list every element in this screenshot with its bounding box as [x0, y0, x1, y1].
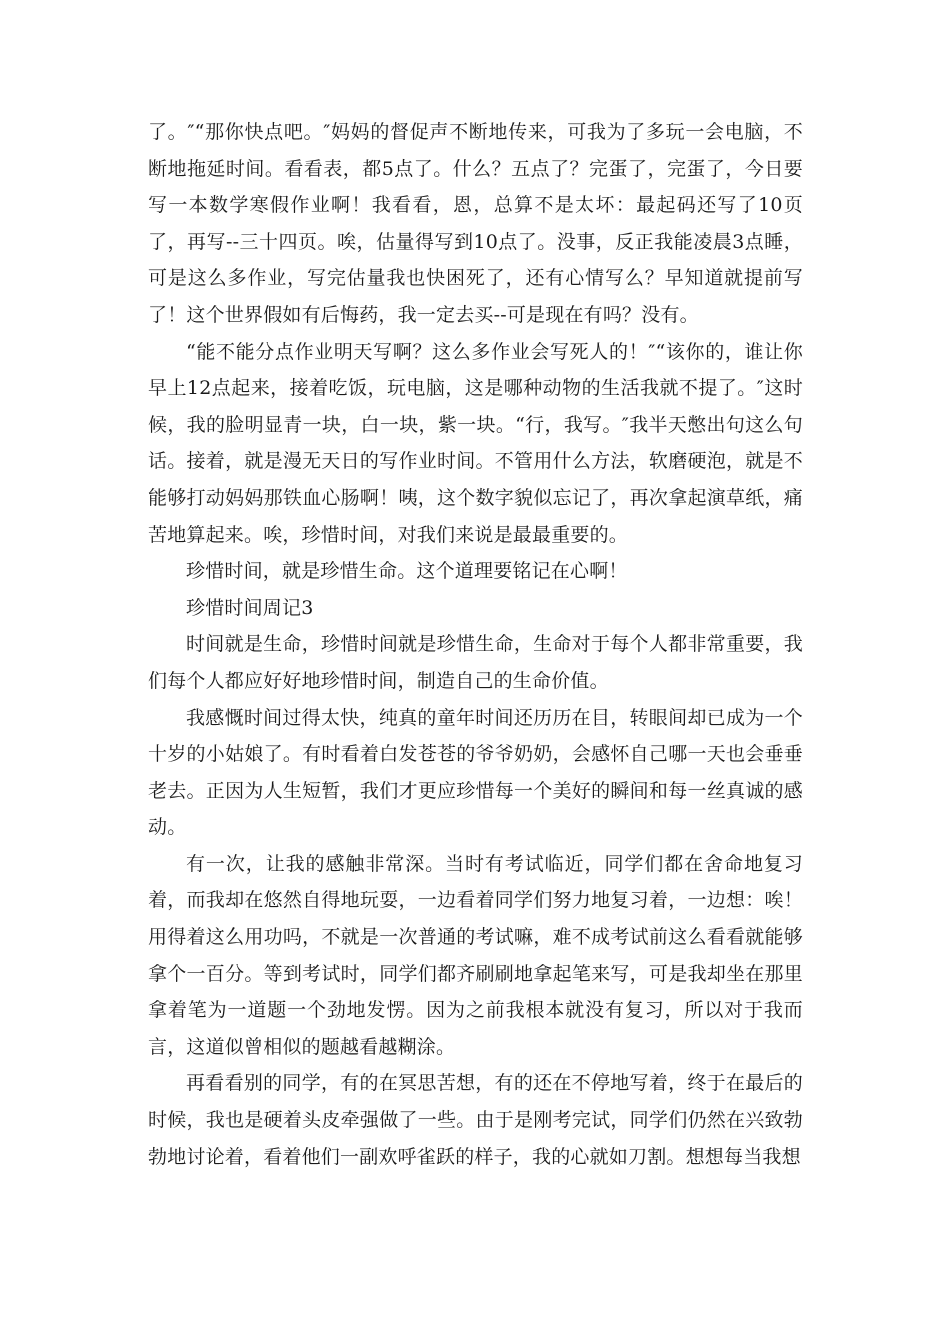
- paragraph-7: 再看看别的同学，有的在冥思苦想，有的还在不停地写着，终于在最后的时候，我也是硬着头皮牵强做了一些。由于是刚考完试，同学们仍然在兴致勃勃地讨论着，看着他们一副欢呼雀跃的样子，我的心就如刀割。想想每当我想: [148, 1072, 803, 1168]
- paragraph-5: 我感慨时间过得太快，纯真的童年时间还历历在目，转眼间却已成为一个十岁的小姑娘了。有时看着白发苍苍的爷爷奶奶，会感怀自己哪一天也会垂垂老去。正因为人生短暂，我们才更应珍惜每一个美好的瞬间和每一丝真诚的感动。: [148, 706, 803, 839]
- paragraph-2: “能不能分点作业明天写啊？这么多作业会写死人的！″“该你的，谁让你早上12点起来，接着吃饭，玩电脑，这是哪种动物的生活我就不提了。″这时候，我的脸明显青一块，白一块，紫一块。“行，我写。″我半天憋出句这么句话。接着，就是漫无天日的写作业时间。不管用什么方法，软磨硬泡，就是不能够打动妈妈那铁血心肠啊！咦，这个数字貌似忘记了，再次拿起演草纸，痛苦地算起来。唉，珍惜时间，对我们来说是最最重要的。: [148, 340, 803, 546]
- section-heading: 珍惜时间周记3: [186, 596, 314, 619]
- paragraph-3: 珍惜时间，就是珍惜生命。这个道理要铭记在心啊！: [186, 560, 628, 583]
- paragraph-4: 时间就是生命，珍惜时间就是珍惜生命，生命对于每个人都非常重要，我们每个人都应好好地珍惜时间，制造自己的生命价值。: [148, 633, 803, 692]
- paragraph-1: 了。″“那你快点吧。″妈妈的督促声不断地传来，可我为了多玩一会电脑，不断地拖延时间。看看表，都5点了。什么？五点了？完蛋了，完蛋了，今日要写一本数学寒假作业啊！我看看，恩，总算不是太坏：最起码还写了10页了，再写--三十四页。唉，估量得写到10点了。没事，反正我能凌晨3点睡，可是这么多作业，写完估量我也快困死了，还有心情写么？早知道就提前写了！这个世界假如有后悔药，我一定去买--可是现在有吗？没有。: [148, 121, 803, 326]
- document-body: [148, 114, 803, 1175]
- paragraph-6: 有一次，让我的感触非常深。当时有考试临近，同学们都在舍命地复习着，而我却在悠然自得地玩耍，一边看着同学们努力地复习着，一边想：唉！用得着这么用功吗，不就是一次普通的考试嘛，难不成考试前这么看看就能够拿个一百分。等到考试时，同学们都齐刷刷地拿起笔来写，可是我却坐在那里拿着笔为一道题一个劲地发愣。因为之前我根本就没有复习，所以对于我而言，这道似曾相似的题越看越糊涂。: [148, 852, 803, 1058]
